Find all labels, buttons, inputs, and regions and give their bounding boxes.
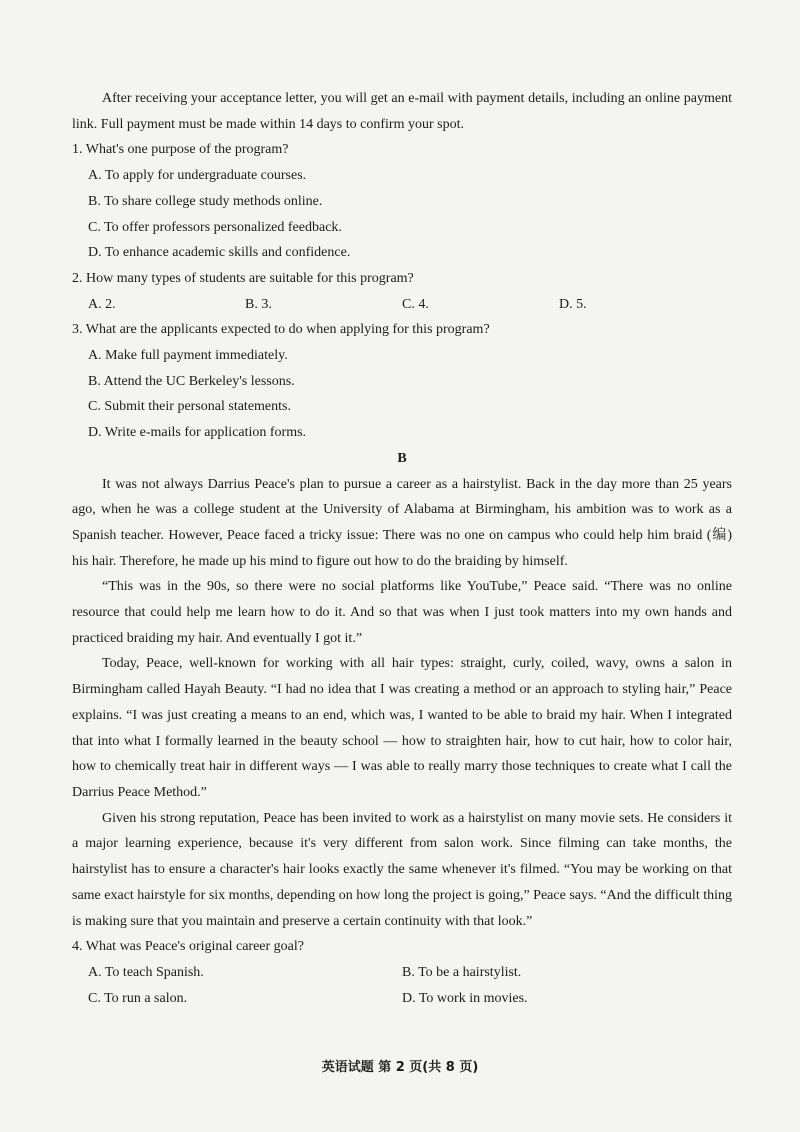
question-4-option-b: B. To be a hairstylist. [402,964,522,980]
question-2-stem: 2. How many types of students are suitable for this program? [72,270,414,286]
question-2-option-c: C. 4. [402,296,429,312]
question-2-option-a: A. 2. [88,296,116,312]
question-1-option-d: D. To enhance academic skills and confidence. [88,245,351,261]
question-4-options [88,960,732,1011]
question-3-option-a: A. Make full payment immediately. [88,348,288,364]
question-1-stem: 1. What's one purpose of the program? [72,142,289,158]
passage-paragraph-3: Today, Peace, well-known for working with all hair types: straight, curly, coiled, wavy, owns a salon in Birmingham called Hayah Beauty. “I had no idea that I was creating a method or an approach to styling hair,” Peace explains. “I was just creating a means to an end, which was, I wanted to be able to braid my hair. When I integrated that into what I formally learned in the beauty school — how to straighten hair, how to cut hair, how to color hair, how to chemically treat hair in different ways — I was able to really marry those techniques to create what I call the Darrius Peace Method.” [72,656,732,800]
question-2-option-d: D. 5. [559,296,587,312]
passage-paragraph-1: It was not always Darrius Peace's plan to pursue a career as a hairstylist. Back in the day more than 25 years ago, when he was a college student at the University of Alabama at Birmingham, his ambition was to work as a Spanish teacher. However, Peace faced a tricky issue: There was no one on campus who could help him braid (编) his hair. Therefore, he made up his mind to figure out how to do the braiding by himself. [72,476,732,569]
question-4-stem: 4. What was Peace's original career goal? [72,939,304,955]
question-2-option-b: B. 3. [245,296,272,312]
page-footer: 英语试题 第 2 页(共 8 页) [321,1060,479,1075]
question-4-option-a: A. To teach Spanish. [88,964,204,980]
passage-paragraph-4: Given his strong reputation, Peace has been invited to work as a hairstylist on many movie sets. He considers it a major learning experience, because it's very different from salon work. Since filming can take months, the hairstylist has to ensure a character's hair looks exactly the same whenever it's filmed. “You may be working on that same exact hairstyle for six months, depending on how long the project is going,” Peace says. “And the difficult thing is making sure that you maintain and preserve a certain continuity with that look.” [72,810,732,929]
question-3-option-c: C. Submit their personal statements. [88,399,291,415]
question-3-option-d: D. Write e-mails for application forms. [88,425,307,441]
question-1-option-c: C. To offer professors personalized feedback. [88,219,342,235]
question-1-option-a: A. To apply for undergraduate courses. [88,168,307,184]
payment-paragraph: After receiving your acceptance letter, you will get an e-mail with payment details, including an online payment link. Full payment must be made within 14 days to confirm your spot. [72,91,732,132]
section-b-title: B [397,450,407,466]
question-4-option-c: C. To run a salon. [88,990,188,1006]
question-3-stem: 3. What are the applicants expected to do when applying for this program? [72,322,490,338]
question-3-option-b: B. Attend the UC Berkeley's lessons. [88,373,295,389]
question-2-options [88,292,732,318]
passage-paragraph-2: “This was in the 90s, so there were no social platforms like YouTube,” Peace said. “There was no online resource that could help me learn how to do it. And so that was when I just took matters into my own hands and practiced braiding my hair. And eventually I got it.” [72,579,732,646]
page-content [72,86,732,1011]
question-1-option-b: B. To share college study methods online. [88,193,323,209]
question-4-option-d: D. To work in movies. [402,990,528,1006]
